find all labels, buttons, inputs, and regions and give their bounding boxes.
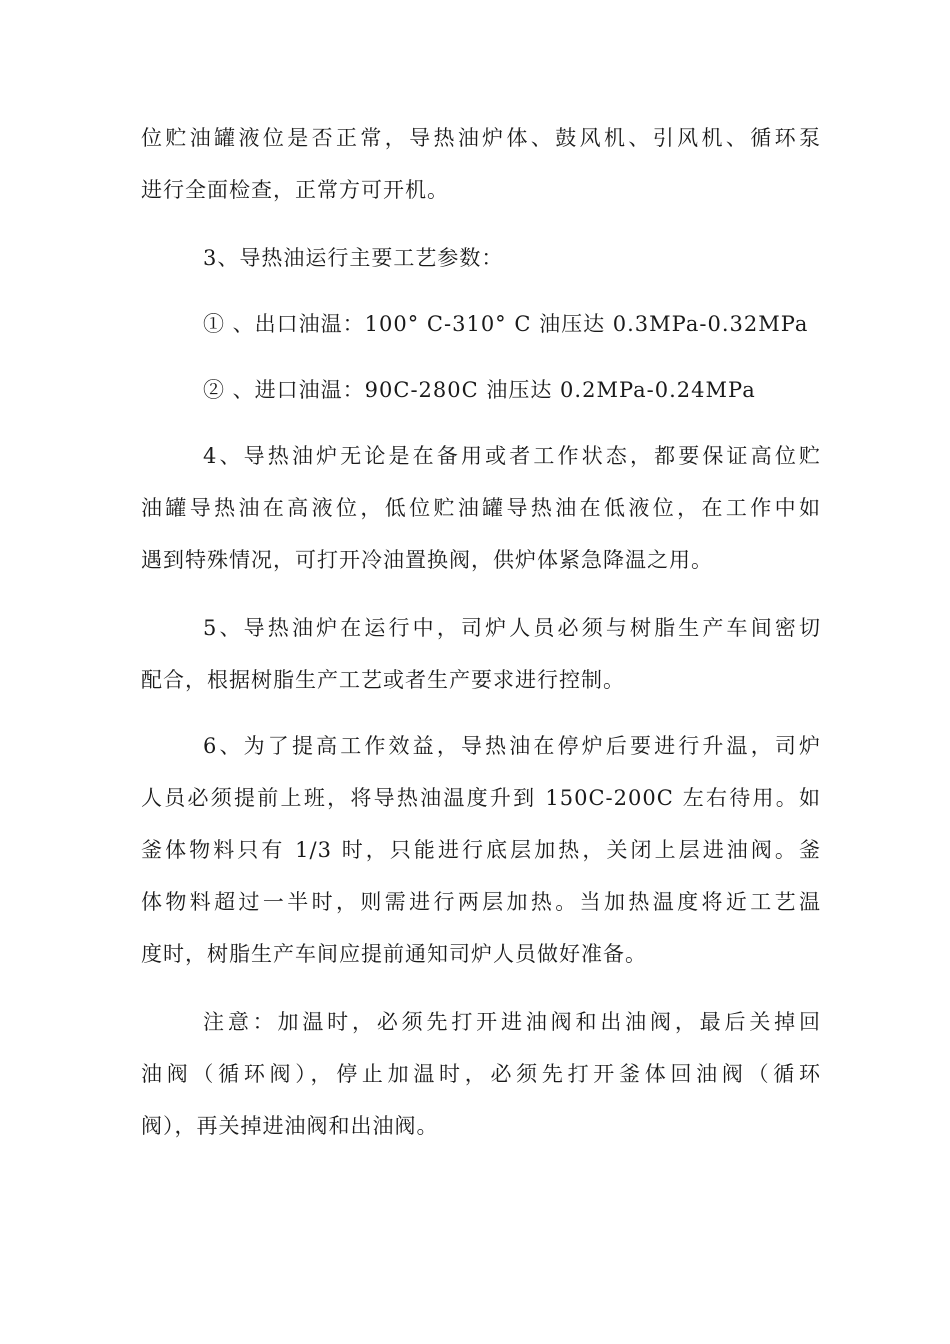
parameter-item: ② 、进口油温：90C-280C 油压达 0.2MPa-0.24MPa: [203, 378, 756, 402]
text-line: 进行全面检查，正常方可开机。: [141, 178, 449, 202]
text-line: 体物料超过一半时，则需进行两层加热。当加热温度将近工艺温: [141, 890, 821, 914]
text-line: 4、导热油炉无论是在备用或者工作状态，都要保证高位贮: [203, 444, 821, 468]
parameter-item: ① 、出口油温：100° C-310° C 油压达 0.3MPa-0.32MPa: [203, 312, 809, 336]
text-line: 度时，树脂生产车间应提前通知司炉人员做好准备。: [141, 942, 647, 966]
text-line: 位贮油罐液位是否正常，导热油炉体、鼓风机、引风机、循环泵: [141, 126, 821, 150]
text-line: 釜体物料只有 1/3 时，只能进行底层加热，关闭上层进油阀。釜: [141, 838, 821, 862]
text-line: 6、为了提高工作效益，导热油在停炉后要进行升温，司炉: [203, 734, 821, 758]
note-line: 阀），再关掉进油阀和出油阀。: [141, 1114, 439, 1138]
text-line: 油罐导热油在高液位，低位贮油罐导热油在低液位，在工作中如: [141, 496, 821, 520]
text-line: 人员必须提前上班，将导热油温度升到 150C-200C 左右待用。如: [141, 786, 821, 810]
note-line: 注意：加温时，必须先打开进油阀和出油阀，最后关掉回: [203, 1010, 821, 1034]
text-line: 遇到特殊情况，可打开冷油置换阀，供炉体紧急降温之用。: [141, 548, 713, 572]
text-line: 5、导热油炉在运行中，司炉人员必须与树脂生产车间密切: [203, 616, 821, 640]
text-line: 配合，根据树脂生产工艺或者生产要求进行控制。: [141, 668, 625, 692]
section-heading: 3、导热油运行主要工艺参数：: [203, 246, 504, 270]
note-line: 油阀（循环阀），停止加温时，必须先打开釜体回油阀（循环: [141, 1062, 821, 1086]
